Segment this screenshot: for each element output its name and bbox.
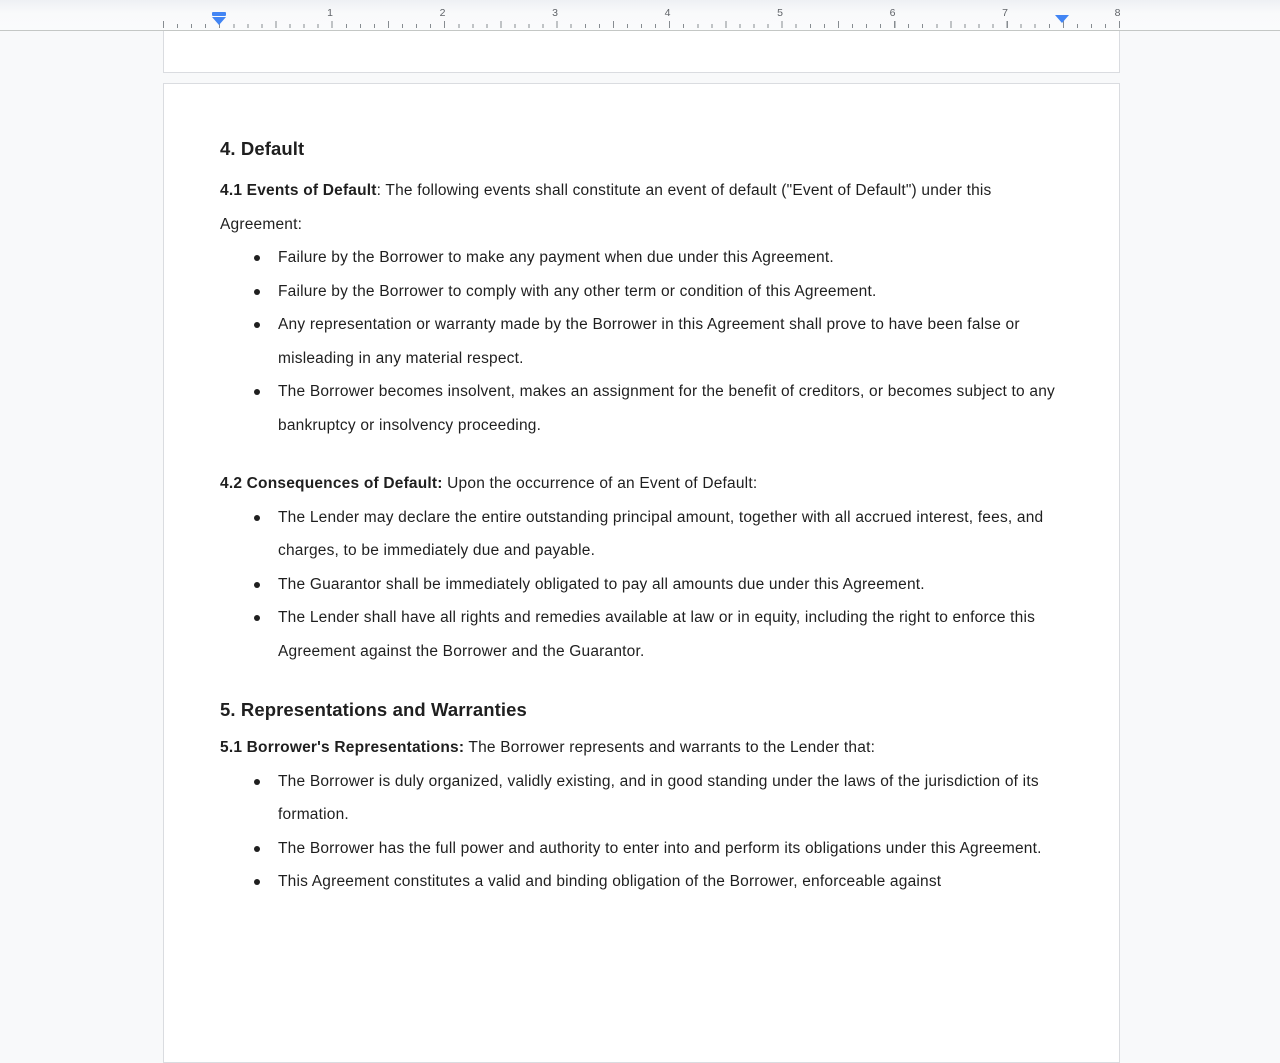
document-content[interactable] [164,84,1119,899]
paragraph-4-1 [220,174,1063,241]
list-item-text: Any representation or warranty made by the Borrower in this Agreement shall prove to have been false or misleading in any material respect. [278,316,1020,367]
left-indent-marker-icon[interactable] [212,17,226,25]
ruler-major-ticks [163,21,1120,28]
section-heading-5-representations: 5. Representations and Warranties [220,699,527,720]
paragraph-4-2-bold-lead: 4.2 Consequences of Default: [220,475,443,492]
document-page[interactable] [163,83,1120,1063]
list-item [220,375,1063,442]
bullet-list-5-1 [220,765,1063,899]
list-item [220,501,1063,568]
list-item-text: The Guarantor shall be immediately obligated to pay all amounts due under this Agreement. [278,575,925,593]
list-item-text: Failure by the Borrower to comply with any other term or condition of this Agreement. [278,282,877,300]
list-item-text: The Borrower is duly organized, validly existing, and in good standing under the laws of the jurisdiction of its formation. [278,772,1039,823]
paragraph-4-1-text: : The following events shall constitute an event of default ("Event of Default") under this Agreement: [220,182,992,233]
list-item-text: This Agreement constitutes a valid and binding obligation of the Borrower, enforceable against [278,873,942,890]
ruler-number: 3 [552,7,558,19]
ruler-number: 4 [664,7,671,19]
horizontal-ruler[interactable] [0,0,1280,31]
ruler-number: 5 [777,7,783,19]
ruler-number: 2 [439,7,446,19]
paragraph-4-1-bold-lead: 4.1 Events of Default [220,182,377,199]
paragraph-4-2-text: Upon the occurrence of an Event of Default: [442,475,758,492]
list-item [220,601,1063,668]
paragraph-5-1 [220,731,1063,765]
list-item [220,865,1063,899]
section-heading-4-default: 4. Default [220,138,305,159]
list-item [220,568,1063,602]
ruler-track[interactable] [163,0,1120,31]
right-indent-marker-icon[interactable] [1055,15,1069,23]
ruler-number: 8 [1114,7,1121,19]
list-item-text: The Borrower has the full power and authority to enter into and perform its obligations under this Agreement. [278,839,1042,857]
list-item [220,241,1063,275]
list-item [220,308,1063,375]
list-item [220,765,1063,832]
paragraph-4-2 [220,467,1063,501]
list-item [220,275,1063,309]
paragraph-5-1-text: The Borrower represents and warrants to the Lender that: [464,739,876,756]
first-line-indent-marker[interactable] [212,12,226,16]
list-item [220,832,1063,866]
ruler-number: 1 [327,7,333,19]
list-item-text: The Borrower becomes insolvent, makes an assignment for the benefit of creditors, or becomes subject to any bankruptcy or insolvency proceeding. [278,383,1055,434]
previous-page-bottom[interactable] [163,31,1120,73]
ruler-number: 6 [889,7,896,19]
paragraph-5-1-bold-lead: 5.1 Borrower's Representations: [220,739,465,756]
list-item-text: The Lender shall have all rights and remedies available at law or in equity, including the right to enforce this Agreement against the Borrower and the Guarantor. [278,609,1036,660]
bullet-list-4-1 [220,241,1063,442]
ruler-number: 7 [1002,7,1008,19]
list-item-text: Failure by the Borrower to make any payment when due under this Agreement. [278,249,834,266]
list-item-text: The Lender may declare the entire outstanding principal amount, together with all accrued interest, fees, and charges, to be immediately due and payable. [278,508,1044,559]
bullet-list-4-2 [220,501,1063,669]
